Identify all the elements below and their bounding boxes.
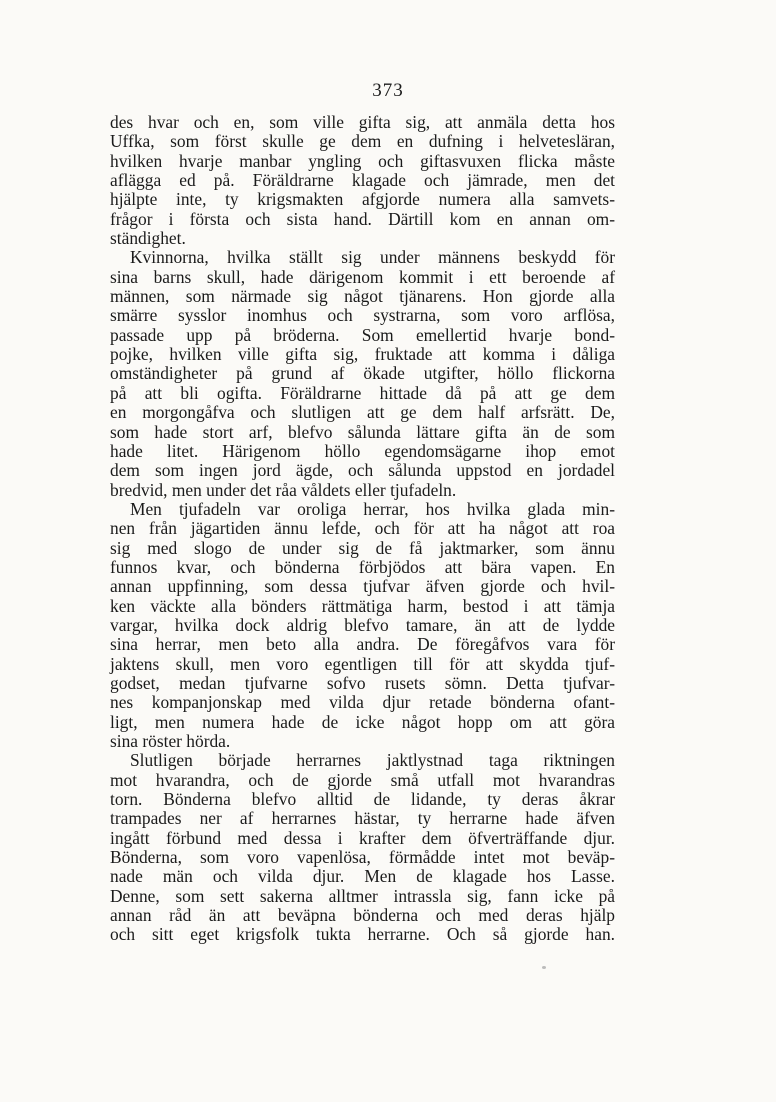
text-line: sig med slogo de under sig de få jaktmarker, som ännu <box>110 537 615 558</box>
text-line: som hade stort arf, blefvo sålunda lättare gifta än de som <box>110 421 615 442</box>
text-line: annan uppfinning, som dessa tjufvar äfven gjorde och hvil- <box>110 576 615 597</box>
body-text <box>110 113 615 945</box>
text-line: Bönderna, som voro vapenlösa, förmådde intet mot beväp- <box>110 847 615 868</box>
text-line: hvilken hvarje manbar yngling och giftasvuxen flicka måste <box>110 150 615 171</box>
text-line: sina barns skull, hade därigenom kommit i ett beroende af <box>110 266 615 287</box>
text-line: smärre sysslor inomhus och systrarna, som voro arflösa, <box>110 305 615 326</box>
text-line: sina herrar, men beto alla andra. De föregåfvos vara för <box>110 634 615 655</box>
text-line: nes kompanjonskap med vilda djur retade bönderna ofant- <box>110 692 615 713</box>
text-line: des hvar och en, som ville gifta sig, att anmäla detta hos <box>110 112 615 132</box>
text-line: sina röster hörda. <box>110 731 231 751</box>
text-line: passade upp på bröderna. Som emellertid hvarje bond- <box>110 324 615 345</box>
text-line: vargar, hvilka dock aldrig blefvo tamare, än att de lydde <box>110 614 615 635</box>
text-line: Slutligen började herrarnes jaktlystnad taga riktningen <box>130 750 615 771</box>
text-line: männen, som närmade sig något tjänarens. Hon gjorde alla <box>110 286 615 307</box>
text-line: en morgongåfva och slutligen att ge dem half arfsrätt. De, <box>110 402 615 423</box>
page-number: 373 <box>372 80 404 101</box>
text-line: mot hvarandra, och de gjorde små utfall mot hvarandras <box>110 769 615 790</box>
text-line: aflägga ed på. Föräldrarne klagade och jämrade, men det <box>110 170 615 191</box>
text-line: bredvid, men under det råa våldets eller tjufadeln. <box>110 479 457 500</box>
text-line: godset, medan tjufvarne sofvo rusets sömn. Detta tjufvar- <box>110 672 615 693</box>
text-line: ligt, men numera hade de icke något hopp om att göra <box>110 711 615 732</box>
text-line: nade män och vilda djur. Men de klagade hos Lasse. <box>110 866 615 887</box>
text-line: frågor i första och sista hand. Därtill kom en annan om- <box>110 208 615 229</box>
paper-speck <box>542 966 546 969</box>
text-line: annan råd än att beväpna bönderna och med deras hjälp <box>110 905 615 926</box>
text-line: jaktens skull, men voro egentligen till för att skydda tjuf- <box>110 653 615 674</box>
text-line: Men tjufadeln var oroliga herrar, hos hvilka glada min- <box>130 498 615 519</box>
text-line: torn. Bönderna blefvo alltid de lidande, ty deras åkrar <box>110 789 615 810</box>
text-line: ständighet. <box>110 228 186 249</box>
text-line: Denne, som sett sakerna alltmer intrassla sig, fann icke på <box>110 885 615 906</box>
text-line: pojke, hvilken ville gifta sig, fruktade att komma i dåliga <box>110 344 615 365</box>
text-line: hjälpte inte, ty krigsmakten afgjorde numera alla samvets- <box>110 189 615 210</box>
text-line: dem som ingen jord ägde, och sålunda uppstod en jordadel <box>110 460 615 481</box>
text-line: ingått förbund med dessa i krafter dem öfverträffande djur. <box>110 827 615 848</box>
text-line: och sitt eget krigsfolk tukta herrarne. Och så gjorde han. <box>110 924 615 945</box>
text-line: Kvinnorna, hvilka ställt sig under männens beskydd för <box>130 247 615 268</box>
text-line: på att bli ogifta. Föräldrarne hittade då på att ge dem <box>110 382 615 403</box>
text-line: trampades ner af herrarnes hästar, ty herrarne hade äfven <box>110 808 615 829</box>
text-line: ken väckte alla bönders rättmätiga harm, bestod i att tämja <box>110 595 615 616</box>
text-line: funnos kvar, och bönderna förbjödos att bära vapen. En <box>110 556 615 577</box>
text-line: nen från jägartiden ännu lefde, och för att ha något att roa <box>110 518 615 539</box>
text-line: hade litet. Härigenom höllo egendomsägarne ihop emot <box>110 440 615 461</box>
text-line: Uffka, som först skulle ge dem en dufning i helvetesläran, <box>110 131 615 152</box>
text-line: omständigheter på grund af ökade utgifter, höllo flickorna <box>110 363 615 384</box>
